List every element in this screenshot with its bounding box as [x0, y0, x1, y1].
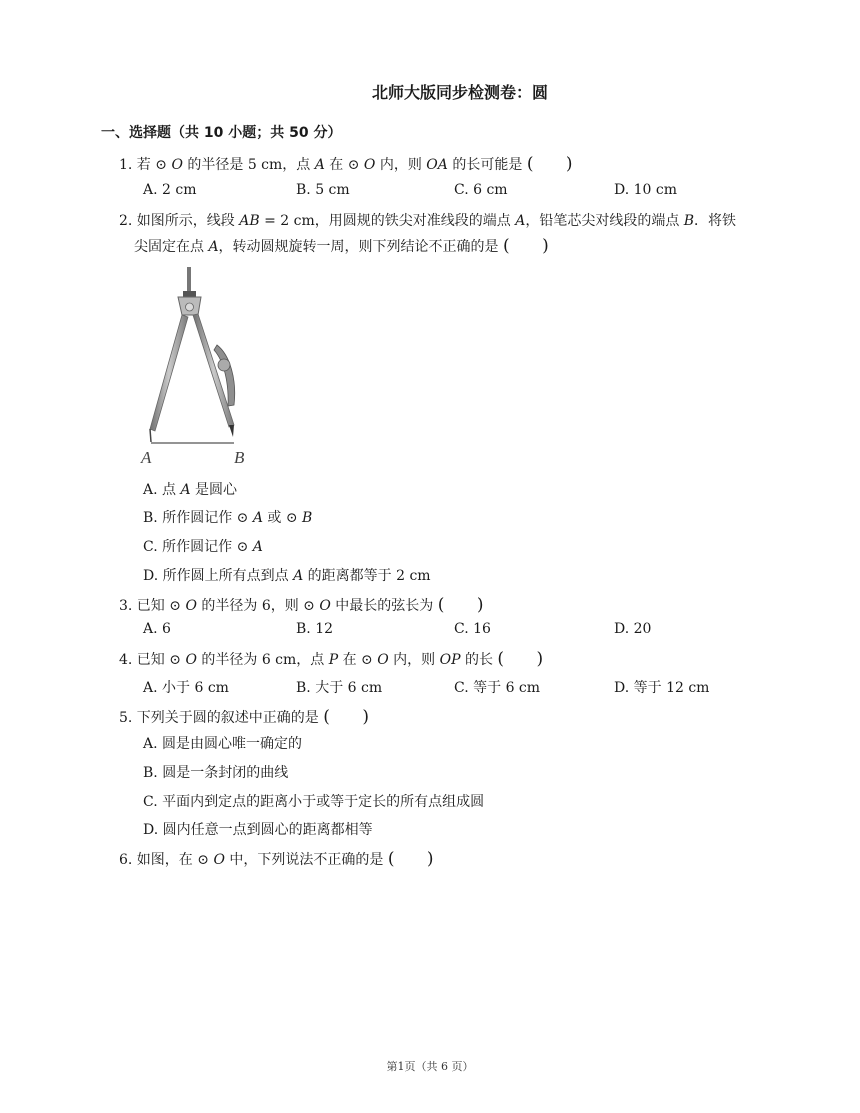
answer-bracket: ( ): [387, 849, 434, 869]
question-4-stem: 4. 已知 ⊙ 𝑂 的半径为 6 cm，点 𝑃 在 ⊙ 𝑂 内，则 𝑂𝑃 的长 ( ): [119, 649, 544, 669]
question-4-option-c: C. 等于 6 cm: [454, 680, 541, 696]
label-point-b: B: [234, 448, 245, 467]
label-point-a: A: [141, 448, 152, 467]
answer-bracket: ( ): [526, 154, 573, 174]
question-5-option-a: A. 圆是由圆心唯一确定的: [143, 736, 303, 752]
compass-needle-leg: [150, 315, 188, 431]
question-2-stem-line-2: 尖固定在点 𝐴，转动圆规旋转一周，则下列结论不正确的是 ( ): [134, 236, 549, 256]
question-5-option-d: D. 圆内任意一点到圆心的距离都相等: [143, 822, 373, 838]
question-2-option-a: A. 点 𝐴 是圆心: [143, 482, 238, 498]
question-1-option-d: D. 10 cm: [614, 182, 678, 198]
question-1-option-a: A. 2 cm: [143, 182, 197, 198]
question-1-stem: 1. 若 ⊙ 𝑂 的半径是 5 cm，点 𝐴 在 ⊙ 𝑂 内，则 𝑂𝐴 的长可能是 ( ): [119, 154, 573, 174]
question-3-option-b: B. 12: [296, 621, 334, 637]
question-4-option-a: A. 小于 6 cm: [143, 680, 229, 696]
question-5-option-b: B. 圆是一条封闭的曲线: [143, 765, 289, 781]
question-1-option-b: B. 5 cm: [296, 182, 350, 198]
question-1-option-c: C. 6 cm: [454, 182, 508, 198]
page-footer: 第1页（共 6 页）: [386, 1060, 474, 1073]
question-2-option-d: D. 所作圆上所有点到点 𝐴 的距离都等于 2 cm: [143, 568, 431, 584]
section-heading: 一、选择题（共 10 小题；共 50 分）: [101, 125, 342, 141]
question-4-option-d: D. 等于 12 cm: [614, 680, 710, 696]
question-6-stem: 6. 如图，在 ⊙ 𝑂 中，下列说法不正确的是 ( ): [119, 849, 434, 869]
compass-figure: [138, 265, 252, 467]
question-2-option-c: C. 所作圆记作 ⊙ 𝐴: [143, 539, 263, 555]
answer-bracket: ( ): [323, 707, 369, 727]
answer-bracket: ( ): [497, 649, 544, 669]
answer-bracket: ( ): [503, 236, 549, 256]
question-3-option-c: C. 16: [454, 621, 491, 637]
question-3-stem: 3. 已知 ⊙ 𝑂 的半径为 6，则 ⊙ 𝑂 中最长的弦长为 ( ): [119, 595, 484, 615]
page-title: 北师大版同步检测卷：圆: [371, 83, 548, 102]
question-2-stem-line-1: 2. 如图所示，线段 𝐴𝐵 = 2 cm，用圆规的铁尖对准线段的端点 𝐴，铅笔芯尖对线段的端点 𝐵．将铁: [119, 213, 737, 229]
compass-handle: [187, 267, 191, 295]
question-3-option-a: A. 6: [143, 621, 171, 637]
question-3-option-d: D. 20: [614, 621, 652, 637]
question-5-stem: 5. 下列关于圆的叙述中正确的是 ( ): [119, 707, 369, 727]
question-5-option-c: C. 平面内到定点的距离小于或等于定长的所有点组成圆: [143, 794, 485, 810]
question-2-option-b: B. 所作圆记作 ⊙ 𝐴 或 ⊙ 𝐵: [143, 510, 313, 526]
question-4-option-b: B. 大于 6 cm: [296, 680, 383, 696]
answer-bracket: ( ): [437, 595, 484, 615]
